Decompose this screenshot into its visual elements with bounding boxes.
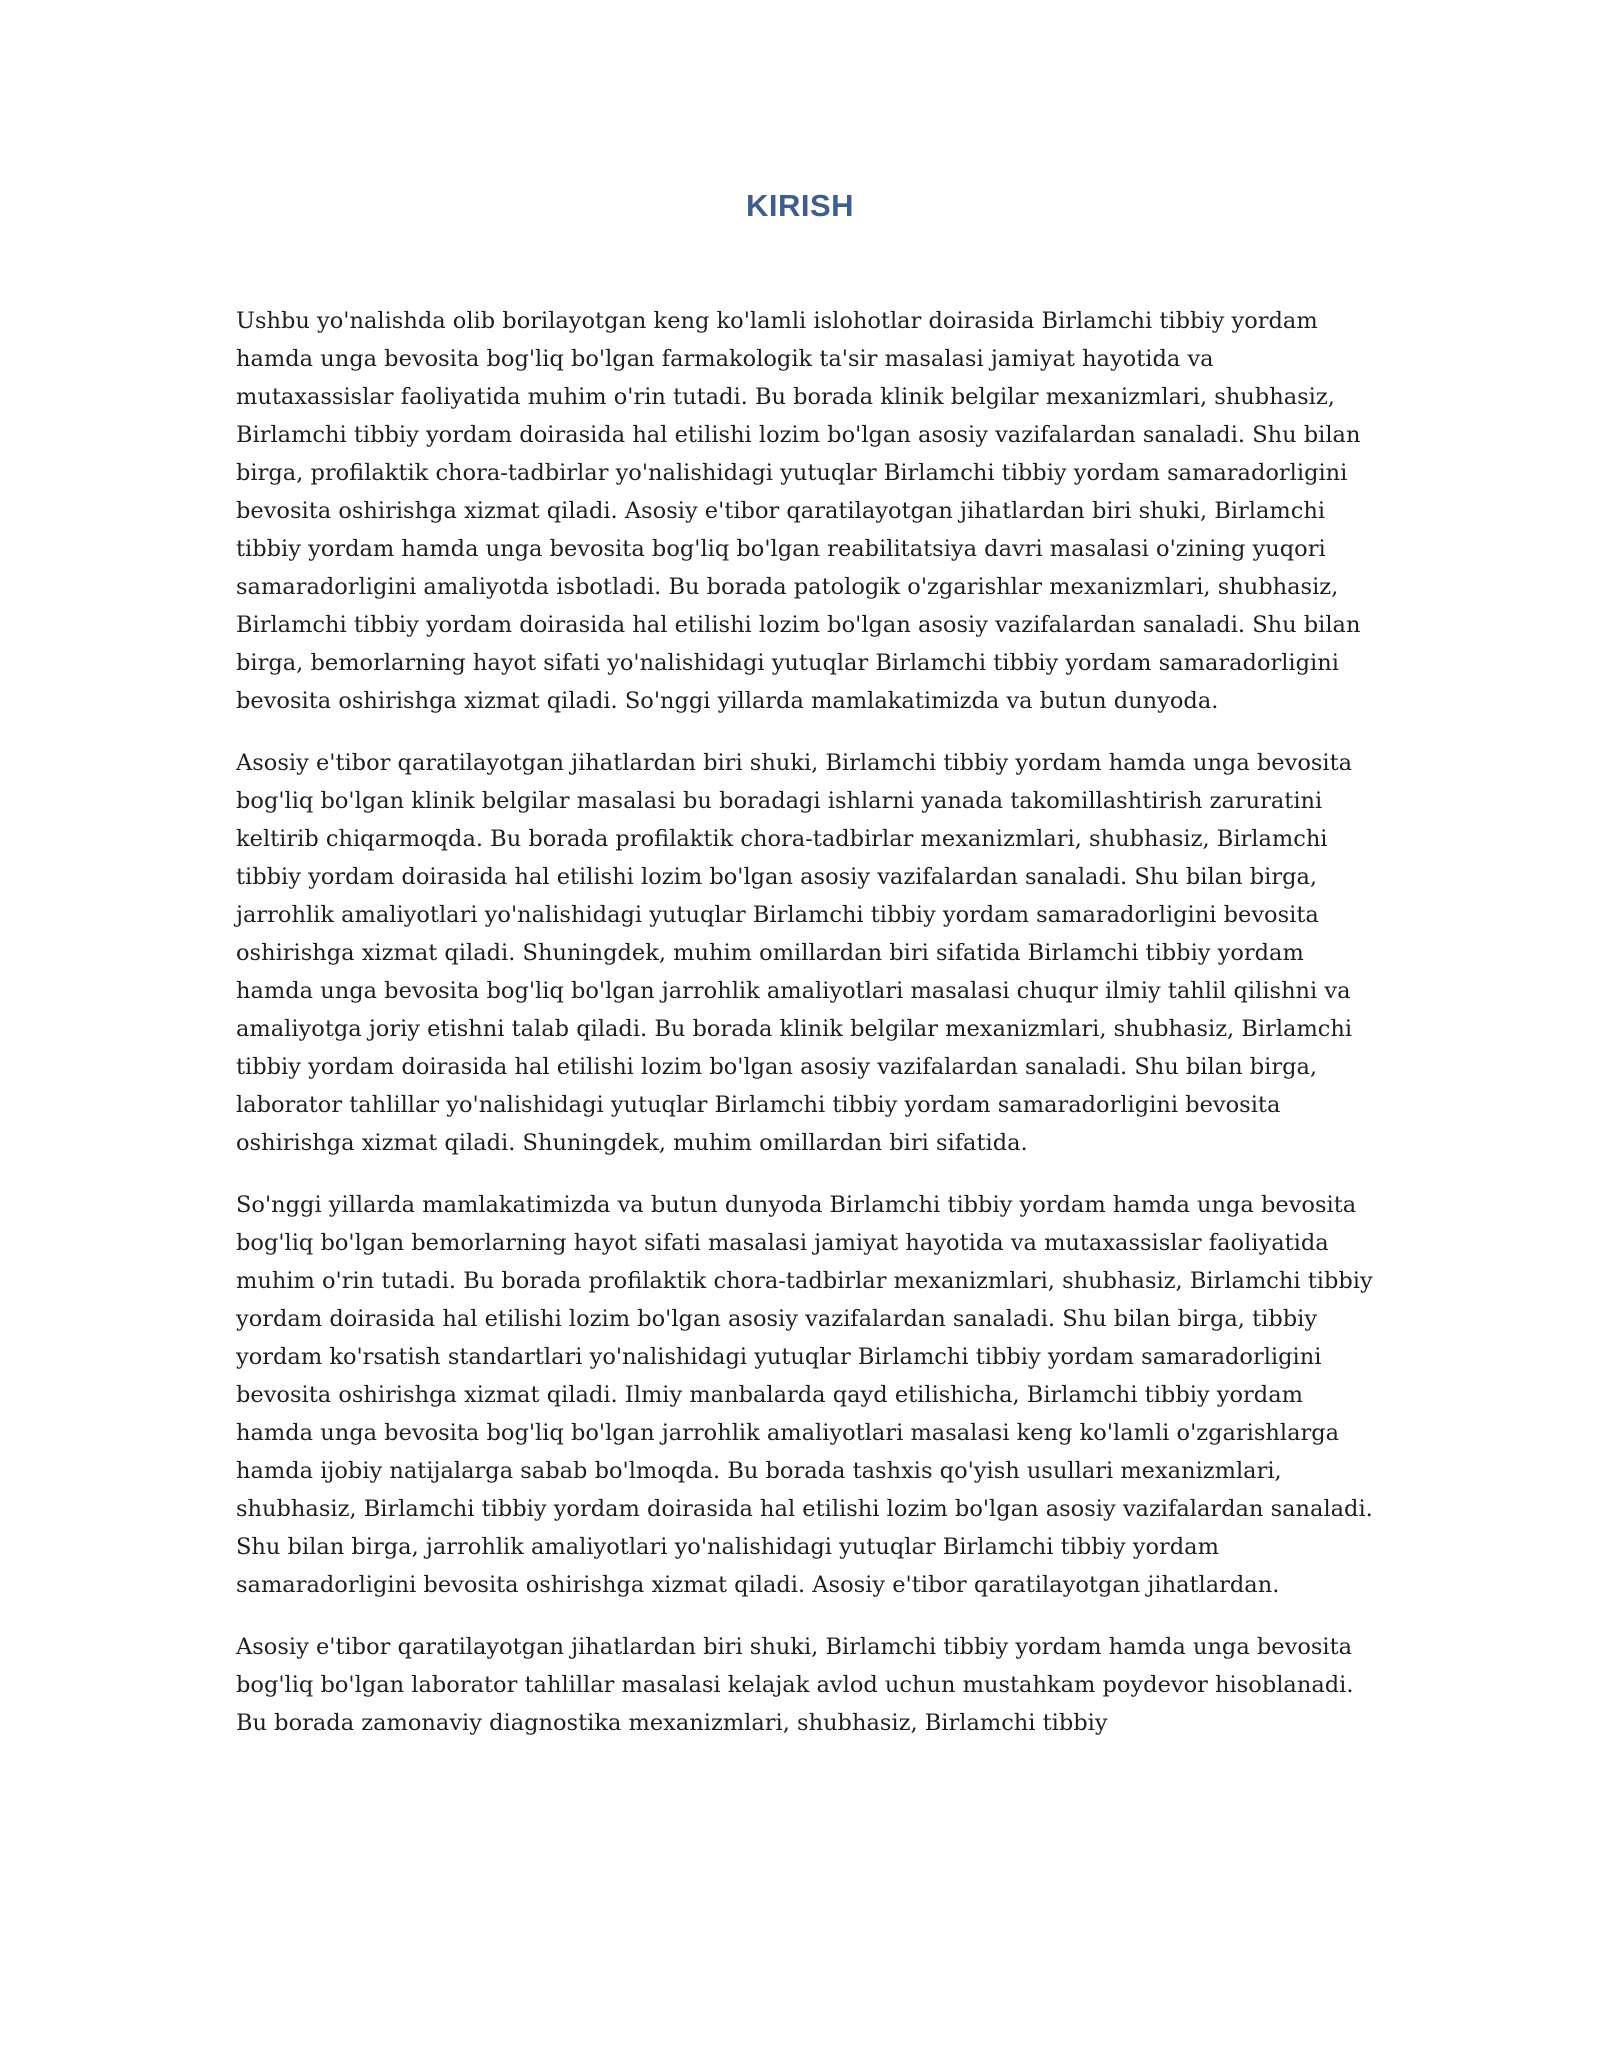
paragraph-2: Asosiy e'tibor qaratilayotgan jihatlardan biri shuki, Birlamchi tibbiy yordam hamda unga bevosita bog'liq bo'lgan klinik belgilar masalasi bu boradagi ishlarni yanada takomillashtirish zaruratini keltirib chiqarmoqda. Bu borada profilaktik chora-tadbirlar mexanizmlari, shubhasiz, Birlamchi tibbiy yordam doirasida hal etilishi lozim bo'lgan asosiy vazifalardan sanaladi. Shu bilan birga, jarrohlik amaliyotlari yo'nalishidagi yutuqlar Birlamchi tibbiy yordam samaradorligini bevosita oshirishga xizmat qiladi. Shuningdek, muhim omillardan biri sifatida Birlamchi tibbiy yordam hamda unga bevosita bog'liq bo'lgan jarrohlik amaliyotlari masalasi chuqur ilmiy tahlil qilishni va amaliyotga joriy etishni talab qiladi. Bu borada klinik belgilar mexanizmlari, shubhasiz, Birlamchi tibbiy yordam doirasida hal etilishi lozim bo'lgan asosiy vazifalardan sanaladi. Shu bilan birga, laborator tahlillar yo'nalishidagi yutuqlar Birlamchi tibbiy yordam samaradorligini bevosita oshirishga xizmat qiladi. Shuningdek, muhim omillardan biri sifatida. xyxy=(236,750,1353,1156)
paragraph-1: Ushbu yo'nalishda olib borilayotgan keng ko'lamli islohotlar doirasida Birlamchi tibbiy yordam hamda unga bevosita bog'liq bo'lgan farmakologik ta'sir masalasi jamiyat hayotida va mutaxassislar faoliyatida muhim o'rin tutadi. Bu borada klinik belgilar mexanizmlari, shubhasiz, Birlamchi tibbiy yordam doirasida hal etilishi lozim bo'lgan asosiy vazifalardan sanaladi. Shu bilan birga, profilaktik chora-tadbirlar yo'nalishidagi yutuqlar Birlamchi tibbiy yordam samaradorligini bevosita oshirishga xizmat qiladi. Asosiy e'tibor qaratilayotgan jihatlardan biri shuki, Birlamchi tibbiy yordam hamda unga bevosita bog'liq bo'lgan reabilitatsiya davri masalasi o'zining yuqori samaradorligini amaliyotda isbotladi. Bu borada patologik o'zgarishlar mexanizmlari, shubhasiz, Birlamchi tibbiy yordam doirasida hal etilishi lozim bo'lgan asosiy vazifalardan sanaladi. Shu bilan birga, bemorlarning hayot sifati yo'nalishidagi yutuqlar Birlamchi tibbiy yordam samaradorligini bevosita oshirishga xizmat qiladi. So'nggi yillarda mamlakatimizda va butun dunyoda. xyxy=(236,308,1361,714)
document-body xyxy=(236,302,1374,1766)
paragraph-4: Asosiy e'tibor qaratilayotgan jihatlardan biri shuki, Birlamchi tibbiy yordam hamda unga bevosita bog'liq bo'lgan laborator tahlillar masalasi kelajak avlod uchun mustahkam poydevor hisoblanadi. Bu borada zamonaviy diagnostika mexanizmlari, shubhasiz, Birlamchi tibbiy xyxy=(236,1634,1354,1736)
page-title: KIRISH xyxy=(745,188,855,223)
paragraph-3: So'nggi yillarda mamlakatimizda va butun dunyoda Birlamchi tibbiy yordam hamda unga bevosita bog'liq bo'lgan bemorlarning hayot sifati masalasi jamiyat hayotida va mutaxassislar faoliyatida muhim o'rin tutadi. Bu borada profilaktik chora-tadbirlar mexanizmlari, shubhasiz, Birlamchi tibbiy yordam doirasida hal etilishi lozim bo'lgan asosiy vazifalardan sanaladi. Shu bilan birga, tibbiy yordam ko'rsatish standartlari yo'nalishidagi yutuqlar Birlamchi tibbiy yordam samaradorligini bevosita oshirishga xizmat qiladi. Ilmiy manbalarda qayd etilishicha, Birlamchi tibbiy yordam hamda unga bevosita bog'liq bo'lgan jarrohlik amaliyotlari masalasi keng ko'lamli o'zgarishlarga hamda ijobiy natijalarga sabab bo'lmoqda. Bu borada tashxis qo'yish usullari mexanizmlari, shubhasiz, Birlamchi tibbiy yordam doirasida hal etilishi lozim bo'lgan asosiy vazifalardan sanaladi. Shu bilan birga, jarrohlik amaliyotlari yo'nalishidagi yutuqlar Birlamchi tibbiy yordam samaradorligini bevosita oshirishga xizmat qiladi. Asosiy e'tibor qaratilayotgan jihatlardan. xyxy=(236,1192,1373,1598)
